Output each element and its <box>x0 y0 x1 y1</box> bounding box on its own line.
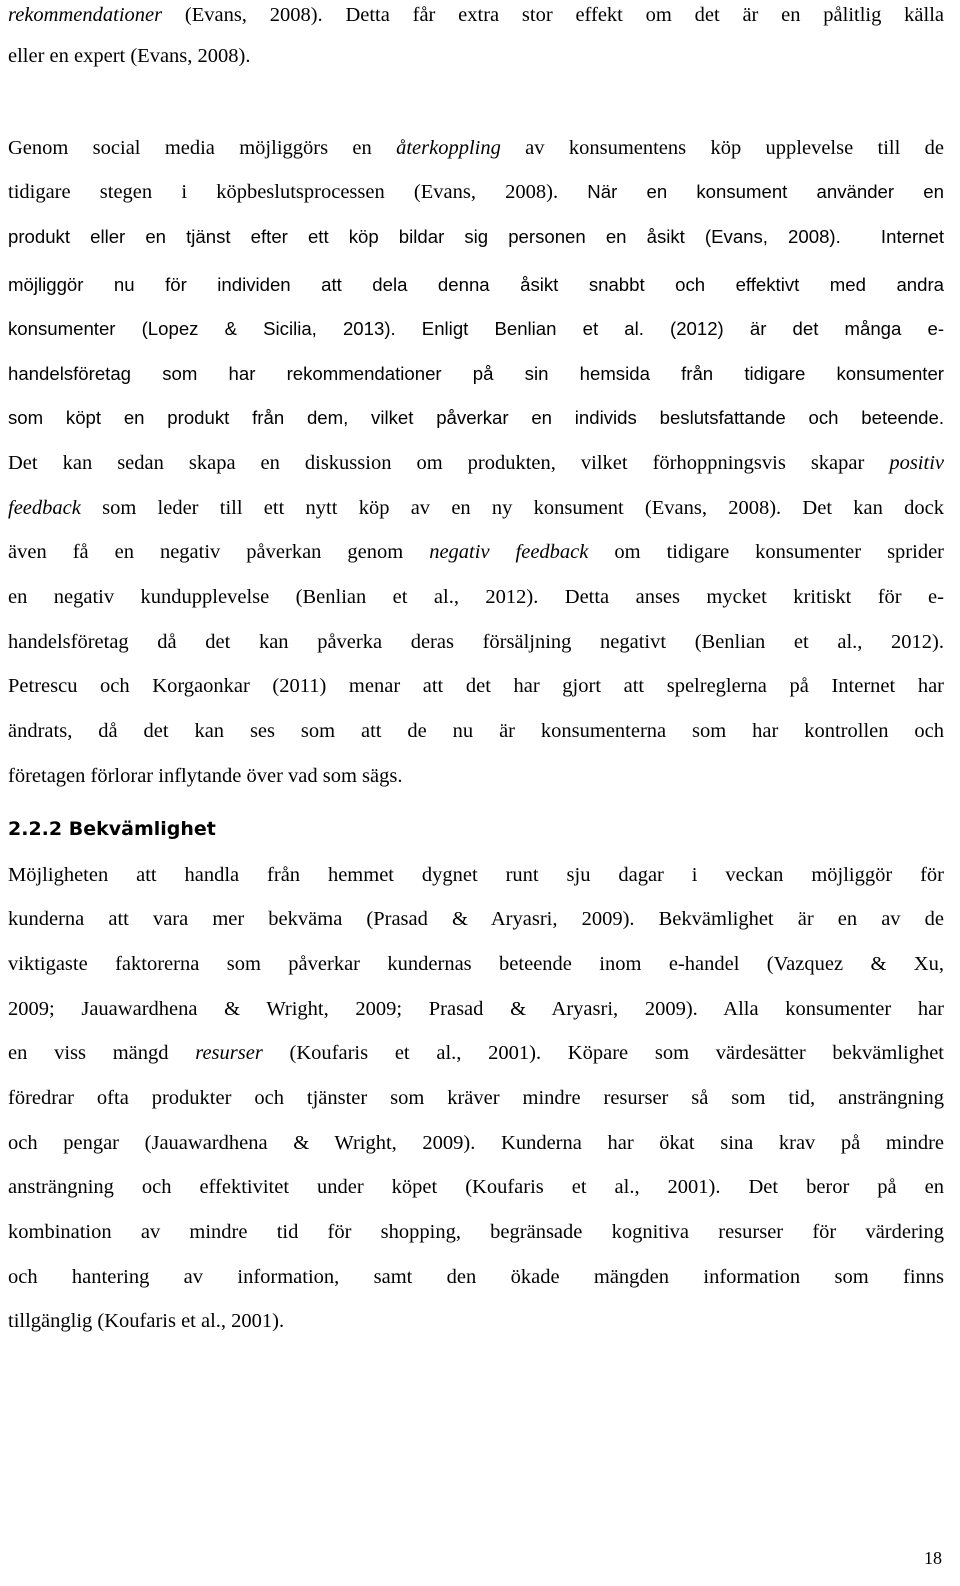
text-span: möjliggör nu för individen att dela denna åsikt snabbt och effektivt med andra <box>8 274 944 295</box>
text-line <box>8 860 944 890</box>
text-span: (Koufaris et al., 2001). Köpare som värdesätter bekvämlighet <box>262 1042 944 1064</box>
text-line <box>8 994 944 1024</box>
text-span: viktigaste faktorerna som påverkar kundernas beteende inom e-handel (Vazquez & Xu, <box>8 953 944 975</box>
text-span: handelsföretag då det kan påverka deras försäljning negativt (Benlian et al., 2012). <box>8 631 944 653</box>
text-line <box>8 904 944 934</box>
text-span: och pengar (Jauawardhena & Wright, 2009). Kunderna har ökat sina krav på mindre <box>8 1132 944 1154</box>
text-span: som leder till ett nytt köp av en ny konsument (Evans, 2008). Det kan dock <box>80 497 944 519</box>
text-line <box>8 1083 944 1113</box>
text-span: en viss mängd <box>8 1042 196 1064</box>
text-span: tillgänglig (Koufaris et al., 2001). <box>8 1310 285 1332</box>
text-line <box>8 716 944 746</box>
italic-term: negativ feedback <box>429 541 589 563</box>
text-line <box>8 448 944 478</box>
text-span: (2012) är det många e- <box>643 318 945 339</box>
text-line <box>8 133 944 163</box>
text-span: tidigare stegen i köpbeslutsprocessen (Evans, 2008). <box>8 181 559 203</box>
text-line <box>8 1128 944 1158</box>
text-span: en negativ kundupplevelse (Benlian et al., 2012). Detta anses mycket kritiskt för e- <box>8 586 944 608</box>
text-line <box>8 222 944 252</box>
text-span: 2009; Jauawardhena & Wright, 2009; Prasad & Aryasri, 2009). Alla konsumenter har <box>8 998 944 1020</box>
text-line <box>8 0 944 30</box>
text-line <box>8 1172 944 1202</box>
text-line <box>8 1306 944 1336</box>
text-span: Petrescu och Korgaonkar (2011) menar att det har gjort att spelreglerna på Internet har <box>8 675 944 697</box>
text-line <box>8 582 944 612</box>
section-heading <box>8 814 216 844</box>
text-line <box>8 537 944 567</box>
text-span: som köpt en produkt från dem, vilket påverkar en individs beslutsfattande och beteende. <box>8 407 944 428</box>
text-line <box>8 314 944 344</box>
text-span: företagen förlorar inflytande över vad som sägs. <box>8 765 403 787</box>
text-line <box>8 627 944 657</box>
text-span: När en konsument använder en <box>558 181 944 202</box>
text-span: föredrar ofta produkter och tjänster som kräver mindre resurser så som tid, ansträngning <box>8 1087 944 1109</box>
text-line <box>8 403 944 433</box>
text-span: Internet <box>860 226 944 247</box>
text-line <box>8 671 944 701</box>
text-span: om tidigare konsumenter sprider <box>588 541 944 563</box>
text-line <box>8 1217 944 1247</box>
italic-term: resurser <box>195 1042 263 1064</box>
text-span: ansträngning och effektivitet under köpet (Koufaris et al., 2001). Det beror på en <box>8 1176 944 1198</box>
text-line <box>8 177 944 207</box>
italic-term: återkoppling <box>396 137 501 159</box>
text-span: eller en expert (Evans, 2008). <box>8 45 251 67</box>
text-span: produkt eller en tjänst efter ett köp bildar sig personen en åsikt (Evans, 2008). <box>8 226 841 247</box>
text-line <box>8 270 944 300</box>
text-span: Det kan sedan skapa en diskussion om produkten, vilket förhoppningsvis skapar <box>8 452 890 474</box>
text-line <box>8 41 944 71</box>
text-line <box>8 1262 944 1292</box>
italic-term: feedback <box>8 497 81 519</box>
italic-term: positiv <box>889 452 944 474</box>
text-line <box>8 761 944 791</box>
text-span: Genom social media möjliggörs en <box>8 137 397 159</box>
text-span: (Evans, 2008). Detta får extra stor effekt om det är en pålitlig källa <box>162 4 944 26</box>
text-span: kunderna att vara mer bekväma (Prasad & Aryasri, 2009). Bekvämlighet är en av de <box>8 908 944 930</box>
text-span: kombination av mindre tid för shopping, begränsade kognitiva resurser för värdering <box>8 1221 944 1243</box>
text-span: handelsföretag som har rekommendationer på sin hemsida från tidigare konsumenter <box>8 363 944 384</box>
page-number: 18 <box>924 1548 942 1568</box>
text-line <box>8 493 944 523</box>
text-span: Möjligheten att handla från hemmet dygnet runt sju dagar i veckan möjliggör för <box>8 864 944 886</box>
text-span: ändrats, då det kan ses som att de nu är konsumenterna som har kontrollen och <box>8 720 944 742</box>
text-span: även få en negativ påverkan genom <box>8 541 430 563</box>
text-span: av konsumentens köp upplevelse till de <box>500 137 944 159</box>
italic-term: rekommendationer <box>8 4 163 26</box>
section-number: 2.2.2 <box>8 818 63 840</box>
text-span: och hantering av information, samt den ökade mängden information som finns <box>8 1266 944 1288</box>
section-title: Bekvämlighet <box>68 818 216 840</box>
text-span: konsumenter (Lopez & Sicilia, 2013). Enligt Benlian et al. <box>8 318 644 339</box>
text-line <box>8 359 944 389</box>
text-line <box>8 949 944 979</box>
text-line <box>8 1038 944 1068</box>
